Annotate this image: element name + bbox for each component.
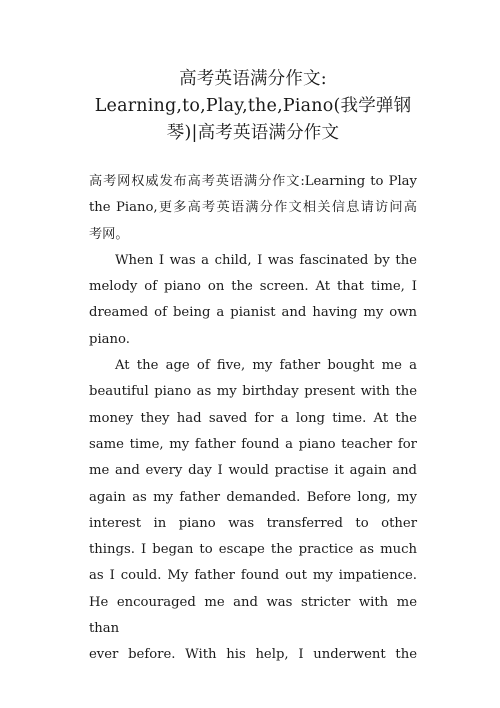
intro-line-1: 高考网权威发布高考英语满分作文:Learning to Play — [89, 174, 417, 189]
p1-line-1: When I was a child, I was fascinated by the — [115, 252, 417, 268]
title-line-3: 琴)|高考英语满分作文 — [166, 123, 340, 143]
p2-line-6: again as my father demanded. Before long, my — [89, 489, 417, 505]
p1-line-2: melody of piano on the screen. At that time, I — [89, 279, 417, 295]
body-paragraph-1 — [89, 248, 417, 353]
title-line-1: 高考英语满分作文: — [179, 69, 327, 89]
p2-line-1: At the age of five, my father bought me a — [115, 358, 417, 374]
intro-line-3: 考网。 — [89, 226, 129, 242]
p2-line-10: He encouraged me and was stricter with me than — [89, 594, 417, 637]
body-paragraph-2 — [89, 353, 417, 669]
p2-line-7: interest in piano was transferred to other — [89, 515, 417, 531]
p2-line-2: beautiful piano as my birthday present with the — [89, 384, 417, 400]
p2-line-8: things. I began to escape the practice as much — [89, 542, 417, 558]
document-title — [89, 66, 417, 147]
p2-line-9: as I could. My father found out my impatience. — [89, 568, 417, 584]
title-line-2: Learning,to,Play,the,Piano(我学弹钢 — [94, 96, 412, 116]
p2-line-4: same time, my father found a piano teacher for — [89, 436, 417, 452]
p2-line-3: money they had saved for a long time. At the — [89, 410, 417, 426]
p1-line-3: dreamed of being a pianist and having my own — [89, 305, 417, 321]
p2-line-5: me and every day I would practise it again and — [89, 463, 417, 479]
intro-paragraph — [89, 169, 417, 248]
p2-line-11: ever before. With his help, I underwent the — [89, 647, 417, 663]
intro-line-2: the Piano,更多高考英语满分作文相关信息请访问高 — [89, 200, 417, 216]
p1-line-4: piano. — [89, 331, 130, 347]
